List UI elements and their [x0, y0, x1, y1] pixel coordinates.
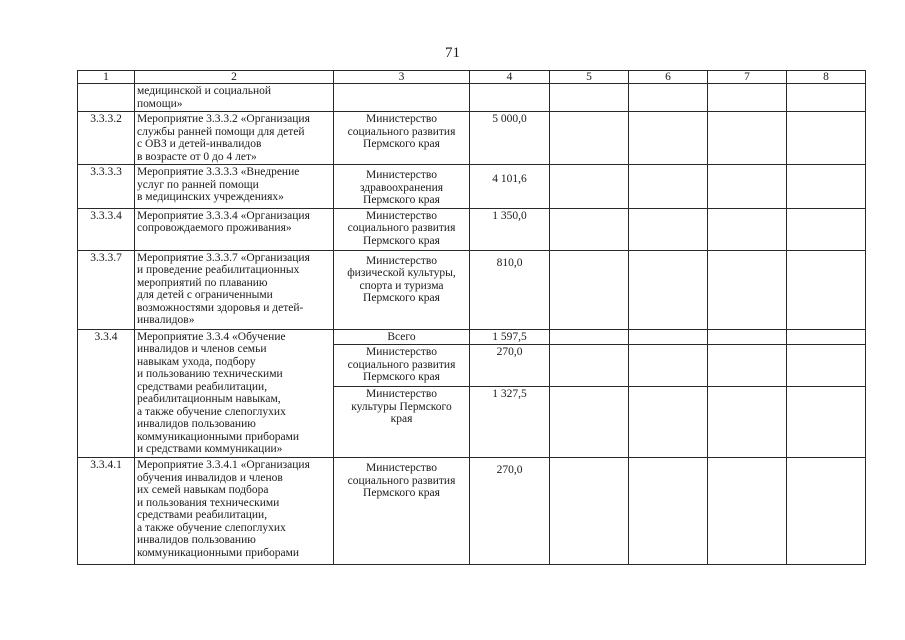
empty-cell	[787, 112, 866, 165]
measure-name-line: навыкам ухода, подбору	[137, 355, 256, 368]
empty-cell	[629, 458, 708, 565]
agency-line: Пермского края	[363, 487, 440, 499]
table-row	[78, 329, 866, 345]
measure-name-line: а также обучение слепоглухих	[137, 521, 286, 534]
measure-name-line: их семей навыкам подбора	[137, 484, 269, 496]
empty-cell	[787, 165, 866, 209]
measure-name-line: помощи»	[137, 97, 183, 110]
column-header: 1	[78, 71, 135, 84]
agency-cell	[334, 458, 470, 565]
agency-cell	[334, 112, 470, 165]
measure-name-line: инвалидов»	[137, 314, 195, 326]
agency-cell	[334, 387, 470, 458]
empty-cell	[550, 208, 629, 250]
measure-name-line: коммуникационными приборами	[137, 546, 300, 559]
measure-name	[135, 84, 334, 112]
measure-name-line: Мероприятие 3.3.3.4 «Организация	[137, 209, 310, 222]
empty-cell	[550, 329, 629, 345]
column-header: 2	[135, 71, 334, 84]
empty-cell	[629, 208, 708, 250]
empty-cell	[550, 250, 629, 329]
empty-cell	[629, 84, 708, 112]
row-number	[78, 84, 135, 112]
amount-cell: 4 101,6	[470, 165, 550, 209]
column-header: 8	[787, 71, 866, 84]
empty-cell	[787, 329, 866, 345]
agency-line: Министерство	[366, 113, 437, 125]
measure-name	[135, 112, 334, 165]
agency-line: культуры Пермского	[351, 400, 452, 413]
agency-line: Министерство	[366, 169, 437, 181]
measure-name-line: мероприятий по плаванию	[137, 276, 268, 289]
table-row	[78, 208, 866, 250]
empty-cell	[787, 458, 866, 565]
measures-table	[77, 70, 866, 565]
measure-name-line: средствами реабилитации,	[137, 509, 268, 521]
empty-cell	[708, 329, 787, 345]
table-row	[78, 458, 866, 565]
measure-name-line: службы ранней помощи для детей	[137, 125, 305, 138]
agency-line: Министерство	[366, 209, 437, 222]
agency-line: социального развития	[347, 358, 456, 371]
table-row	[78, 84, 866, 112]
empty-cell	[787, 250, 866, 329]
empty-cell	[550, 112, 629, 165]
agency-line: социального развития	[347, 125, 456, 138]
row-number: 3.3.3.4	[78, 208, 135, 250]
measure-name-line: для детей с ограниченными	[137, 289, 273, 301]
agency-line: спорта и туризма	[359, 279, 444, 292]
empty-cell	[550, 345, 629, 387]
row-number: 3.3.4	[78, 329, 135, 458]
measure-name-line: услуг по ранней помощи	[137, 178, 259, 191]
table-row	[78, 165, 866, 209]
page-number: 71	[445, 45, 460, 61]
empty-cell	[708, 458, 787, 565]
measure-name	[135, 208, 334, 250]
empty-cell	[550, 458, 629, 565]
agency-cell	[334, 208, 470, 250]
measure-name-line: коммуникационными приборами	[137, 430, 300, 443]
agency-line: Министерство	[366, 254, 437, 267]
measure-name-line: в возрасте от 0 до 4 лет»	[137, 150, 257, 163]
empty-cell	[708, 345, 787, 387]
agency-line: Пермского края	[363, 138, 440, 150]
row-number: 3.3.4.1	[78, 458, 135, 565]
empty-cell	[787, 84, 866, 112]
measure-name-line: а также обучение слепоглухих	[137, 405, 286, 418]
measure-name	[135, 458, 334, 565]
agency-line: Пермского края	[363, 292, 440, 304]
agency-line: Министерство	[366, 346, 437, 358]
empty-cell	[708, 165, 787, 209]
measure-name-line: возможностями здоровья и детей-	[137, 301, 304, 314]
measure-name	[135, 329, 334, 458]
agency-line: Пермского края	[363, 194, 440, 206]
measure-name-line: инвалидов пользованию	[137, 534, 256, 546]
agency-cell	[334, 329, 470, 345]
measure-name-line: сопровождаемого проживания»	[137, 222, 292, 234]
empty-cell	[550, 84, 629, 112]
measure-name-line: средствами реабилитации,	[137, 380, 268, 393]
amount-cell: 270,0	[470, 345, 550, 387]
agency-line: Всего	[387, 330, 416, 343]
measure-name-line: инвалидов пользованию	[137, 418, 256, 430]
measure-name-line: Мероприятие 3.3.3.7 «Организация	[137, 251, 310, 264]
measure-name-line: инвалидов и членов семьи	[137, 343, 267, 355]
empty-cell	[708, 208, 787, 250]
measure-name	[135, 165, 334, 209]
amount-cell	[470, 84, 550, 112]
measure-name	[135, 250, 334, 329]
column-header: 5	[550, 71, 629, 84]
column-header: 7	[708, 71, 787, 84]
row-number: 3.3.3.3	[78, 165, 135, 209]
empty-cell	[708, 387, 787, 458]
agency-cell	[334, 345, 470, 387]
measure-name-line: и пользованию техническими	[137, 368, 283, 380]
amount-cell: 5 000,0	[470, 112, 550, 165]
agency-line: физической культуры,	[347, 267, 456, 279]
agency-line: Пермского края	[363, 371, 440, 383]
agency-line: края	[390, 413, 413, 425]
empty-cell	[550, 387, 629, 458]
empty-cell	[708, 84, 787, 112]
empty-cell	[629, 387, 708, 458]
measure-name-line: обучения инвалидов и членов	[137, 471, 283, 484]
amount-cell: 810,0	[470, 250, 550, 329]
measure-name-line: в медицинских учреждениях»	[137, 191, 284, 203]
agency-cell	[334, 84, 470, 112]
agency-line: здравоохранения	[359, 181, 444, 194]
column-number-row	[78, 71, 866, 84]
agency-cell	[334, 165, 470, 209]
table-row	[78, 112, 866, 165]
amount-cell: 270,0	[470, 458, 550, 565]
empty-cell	[787, 387, 866, 458]
measure-name-line: и пользования техническими	[137, 496, 280, 509]
row-number: 3.3.3.7	[78, 250, 135, 329]
column-header: 4	[470, 71, 550, 84]
agency-line: Министерство	[366, 388, 437, 400]
column-header: 6	[629, 71, 708, 84]
amount-cell: 1 597,5	[470, 329, 550, 345]
empty-cell	[787, 208, 866, 250]
table-row	[78, 250, 866, 329]
empty-cell	[708, 112, 787, 165]
measure-name-line: с ОВЗ и детей-инвалидов	[137, 138, 262, 150]
measure-name-line: Мероприятие 3.3.3.3 «Внедрение	[137, 166, 300, 178]
measure-name-line: медицинской и социальной	[137, 85, 272, 97]
agency-line: Пермского края	[363, 234, 440, 247]
measure-name-line: реабилитационным навыкам,	[137, 393, 281, 405]
amount-cell: 1 350,0	[470, 208, 550, 250]
agency-line: социального развития	[347, 222, 456, 234]
empty-cell	[787, 345, 866, 387]
empty-cell	[550, 165, 629, 209]
measure-name-line: Мероприятие 3.3.4 «Обучение	[137, 330, 286, 343]
agency-line: Министерство	[366, 462, 437, 474]
agency-line: социального развития	[347, 474, 456, 487]
measure-name-line: Мероприятие 3.3.3.2 «Организация	[137, 113, 310, 125]
row-number: 3.3.3.2	[78, 112, 135, 165]
empty-cell	[629, 329, 708, 345]
empty-cell	[629, 345, 708, 387]
measure-name-line: и проведение реабилитационных	[137, 264, 300, 276]
empty-cell	[629, 165, 708, 209]
column-header: 3	[334, 71, 470, 84]
empty-cell	[629, 250, 708, 329]
agency-cell	[334, 250, 470, 329]
measure-name-line: и средствами коммуникации»	[137, 443, 283, 455]
empty-cell	[708, 250, 787, 329]
measure-name-line: Мероприятие 3.3.4.1 «Организация	[137, 459, 310, 471]
empty-cell	[629, 112, 708, 165]
amount-cell: 1 327,5	[470, 387, 550, 458]
